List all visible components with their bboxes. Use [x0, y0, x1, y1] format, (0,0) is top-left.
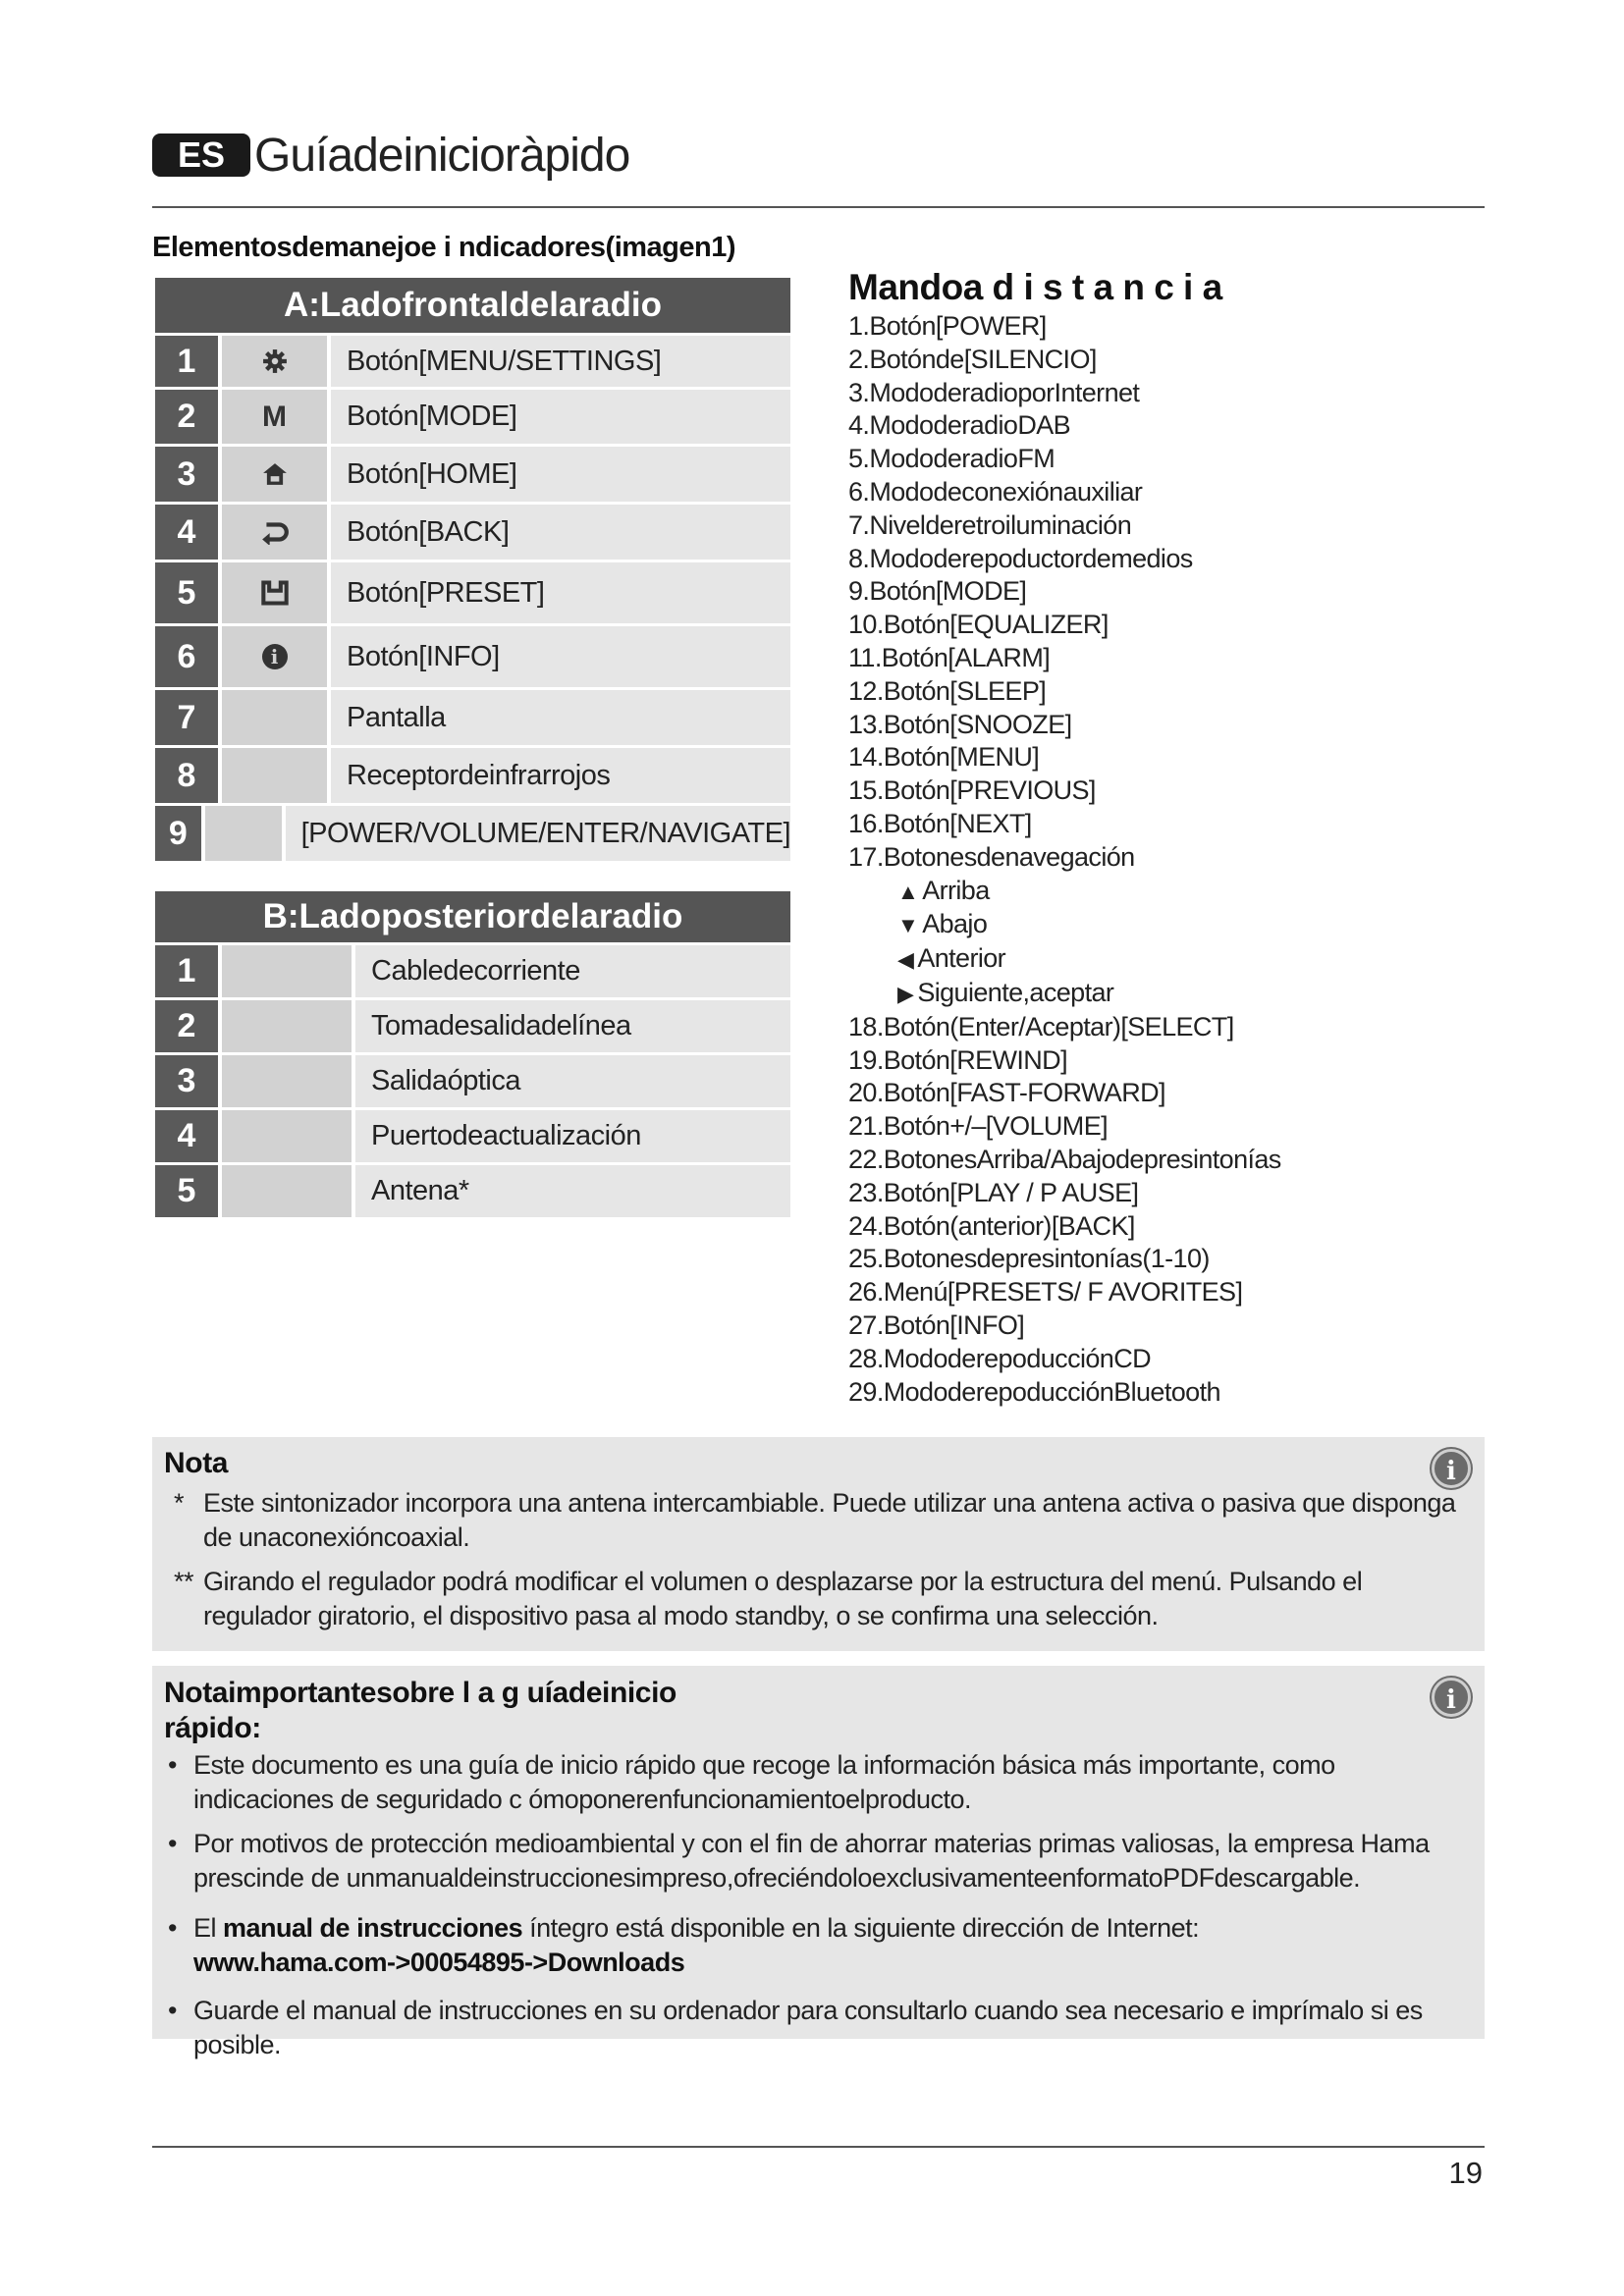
list-item: 13.Botón[SNOOZE] — [848, 709, 1072, 739]
row-label: Antena* — [355, 1165, 790, 1217]
arrow-left-icon: ◀ — [897, 947, 914, 973]
bullet-item — [164, 1827, 1471, 1896]
list-item: 2.Botónde[SILENCIO] — [848, 344, 1097, 374]
bullet-mark: • — [168, 1750, 177, 1780]
row-label: Tomadesalidadelínea — [355, 1000, 790, 1052]
row-number: 3 — [155, 447, 218, 502]
list-item: 25.Botonesdepresintonías(1-10) — [848, 1244, 1210, 1274]
list-item: 27.Botón[INFO] — [848, 1309, 1025, 1340]
list-item-nav-left: ◀ Anterior — [897, 943, 1006, 974]
language-badge: ES — [152, 133, 250, 177]
list-item: 1.Botón[POWER] — [848, 311, 1047, 341]
bullet-mark: • — [168, 1829, 177, 1858]
front-panel-table-title: A:Ladofrontaldelaradio — [155, 278, 790, 333]
list-item: 22.BotonesArriba/Abajodepresintonías — [848, 1144, 1281, 1174]
row-number: 5 — [155, 562, 218, 623]
list-item: 17.Botonesdenavegación — [848, 841, 1135, 872]
table-row — [155, 690, 790, 745]
list-item: 28.MododerepoducciónCD — [848, 1343, 1152, 1373]
page-number: 19 — [1448, 2156, 1483, 2190]
empty-icon-cell — [222, 945, 352, 997]
list-item: 4.MododeradioDAB — [848, 410, 1071, 441]
row-number: 1 — [155, 336, 218, 387]
list-item-nav-down: ▼ Abajo — [897, 909, 988, 939]
note-text: Este sintonizador incorpora una antena intercambiable. Puede utilizar una antena activa o pasiva que disponga de unaconexióncoaxial. — [203, 1488, 1456, 1552]
row-number: 4 — [155, 1110, 218, 1162]
table-row — [155, 1110, 790, 1162]
row-number: 2 — [155, 1000, 218, 1052]
row-number: 4 — [155, 505, 218, 560]
list-item: 29.MododerepoducciónBluetooth — [848, 1376, 1220, 1407]
bullet-item — [164, 1748, 1471, 1817]
row-label: [POWER/VOLUME/ENTER/NAVIGATE] — [286, 806, 790, 861]
bullet-text: El manual de instrucciones íntegro está disponible en la siguiente dirección de Internet: www.hama.com->00054895->Downloads — [193, 1913, 1200, 1977]
table-row — [155, 1055, 790, 1107]
list-item: 14.Botón[MENU] — [848, 742, 1040, 773]
note-title: Nota — [164, 1447, 229, 1479]
row-number: 8 — [155, 748, 218, 803]
note-text: Girando el regulador podrá modificar el volumen o desplazarse por la estructura del menú. Pulsando el regulador giratorio, el dispositivo pasa al modo standby, o se confirma una selección. — [203, 1567, 1363, 1630]
remote-title: Mandoa d i s t a n c i a — [848, 267, 1222, 307]
table-row — [155, 748, 790, 803]
row-number: 7 — [155, 690, 218, 745]
list-item: 21.Botón+/–[VOLUME] — [848, 1111, 1109, 1142]
list-item: 5.MododeradioFM — [848, 444, 1056, 474]
empty-icon-cell — [222, 1000, 352, 1052]
bullet-mark: • — [168, 1913, 177, 1943]
bullet-item — [164, 1911, 1471, 1980]
list-item: 11.Botón[ALARM] — [848, 642, 1051, 672]
arrow-right-icon: ▶ — [897, 981, 914, 1006]
row-number: 1 — [155, 945, 218, 997]
row-number: 9 — [155, 806, 201, 861]
list-item: 15.Botón[PREVIOUS] — [848, 775, 1096, 806]
table-row — [155, 806, 790, 861]
table-row — [155, 447, 790, 502]
gear-icon — [222, 336, 327, 387]
list-item: 6.Mododeconexiónauxiliar — [848, 476, 1143, 507]
remote-control-section — [848, 267, 1457, 1409]
list-item: 26.Menú[PRESETS/ F AVORITES] — [848, 1277, 1243, 1308]
list-item: 3.MododeradioporInternet — [848, 377, 1140, 407]
empty-icon-cell — [222, 748, 327, 803]
list-item: 9.Botón[MODE] — [848, 576, 1027, 607]
list-item: 19.Botón[REWIND] — [848, 1044, 1067, 1075]
info-icon: i — [1432, 1449, 1471, 1488]
note-item — [164, 1565, 1471, 1633]
list-item: 7.Nivelderetroiluminación — [848, 509, 1132, 540]
row-label: Botón[HOME] — [331, 447, 790, 502]
list-item: 8.Mododerepoductordemedios — [848, 543, 1193, 573]
info-icon: i — [222, 626, 327, 687]
note-title: Notaimportantesobre l a g uíadeinicio rápido: — [164, 1677, 677, 1744]
row-number: 3 — [155, 1055, 218, 1107]
row-label: Botón[INFO] — [331, 626, 790, 687]
row-number: 5 — [155, 1165, 218, 1217]
table-row — [155, 390, 790, 444]
list-item: 23.Botón[PLAY / P AUSE] — [848, 1177, 1139, 1207]
section-title: Elementosdemanejoe i ndicadores(imagen1) — [152, 232, 736, 263]
row-label: Cabledecorriente — [355, 945, 790, 997]
table-row — [155, 505, 790, 560]
list-item: 24.Botón(anterior)[BACK] — [848, 1210, 1135, 1241]
note-item — [164, 1486, 1471, 1555]
back-panel-table — [155, 891, 790, 1220]
back-panel-table-title: B:Ladoposteriordelaradio — [155, 891, 790, 942]
arrow-up-icon: ▲ — [897, 879, 919, 904]
bullet-mark: • — [168, 1996, 177, 2025]
row-number: 2 — [155, 390, 218, 444]
list-item-nav-right: ▶ Siguiente,aceptar — [897, 977, 1114, 1007]
table-row — [155, 336, 790, 387]
list-item: 20.Botón[FAST-FORWARD] — [848, 1078, 1165, 1108]
footer-rule — [152, 2146, 1485, 2148]
back-arrow-icon — [222, 505, 327, 560]
page-title: Guíadeinicioràpido — [254, 130, 630, 182]
empty-icon-cell — [222, 1165, 352, 1217]
important-note-box — [152, 1666, 1485, 2059]
row-label: Receptordeinfrarrojos — [331, 748, 790, 803]
list-item: 12.Botón[SLEEP] — [848, 675, 1047, 706]
empty-icon-cell — [205, 806, 282, 861]
row-label: Botón[MODE] — [331, 390, 790, 444]
bullet-text: Guarde el manual de instrucciones en su ordenador para consultarlo cuando sea necesario e imprímalo si es posible. — [193, 1996, 1423, 2059]
table-row — [155, 626, 790, 687]
table-row — [155, 562, 790, 623]
bullet-text: Este documento es una guía de inicio rápido que recoge la información básica más importante, como indicaciones de seguridado c ómoponerenfuncionamientoelproducto. — [193, 1750, 1335, 1814]
remote-list — [848, 310, 1457, 1409]
front-panel-table — [155, 278, 790, 864]
empty-icon-cell — [222, 690, 327, 745]
footnote-mark: ** — [174, 1567, 194, 1596]
row-label: Pantalla — [331, 690, 790, 745]
list-item: 18.Botón(Enter/Aceptar)[SELECT] — [848, 1011, 1234, 1041]
home-icon — [222, 447, 327, 502]
list-item: 16.Botón[NEXT] — [848, 808, 1032, 838]
download-link[interactable]: www.hama.com->00054895->Downloads — [193, 1948, 685, 1977]
list-item-nav-up: ▲ Arriba — [897, 875, 990, 905]
table-row — [155, 1000, 790, 1052]
row-label: Puertodeactualización — [355, 1110, 790, 1162]
arrow-down-icon: ▼ — [897, 913, 919, 938]
save-preset-icon — [222, 562, 327, 623]
row-label: Botón[MENU/SETTINGS] — [331, 336, 790, 387]
table-row — [155, 1165, 790, 1217]
footnote-mark: * — [174, 1488, 185, 1518]
info-icon: i — [1432, 1678, 1471, 1717]
note-box — [152, 1437, 1485, 1651]
mode-m-icon: M — [222, 390, 327, 444]
empty-icon-cell — [222, 1055, 352, 1107]
row-label: Salidaóptica — [355, 1055, 790, 1107]
manual-bold-text: manual de instrucciones — [223, 1913, 523, 1943]
bullet-item — [164, 1994, 1471, 2062]
table-row — [155, 945, 790, 997]
empty-icon-cell — [222, 1110, 352, 1162]
row-label: Botón[BACK] — [331, 505, 790, 560]
row-number: 6 — [155, 626, 218, 687]
page-header — [152, 126, 1485, 208]
row-label: Botón[PRESET] — [331, 562, 790, 623]
bullet-text: Por motivos de protección medioambiental y con el fin de ahorrar materias primas valiosas, la empresa Hama prescinde de unmanualdeinstruccionesimpreso,ofreciéndoloexclusivamenteenformatoPDFdescargable. — [193, 1829, 1430, 1893]
list-item: 10.Botón[EQUALIZER] — [848, 610, 1109, 640]
